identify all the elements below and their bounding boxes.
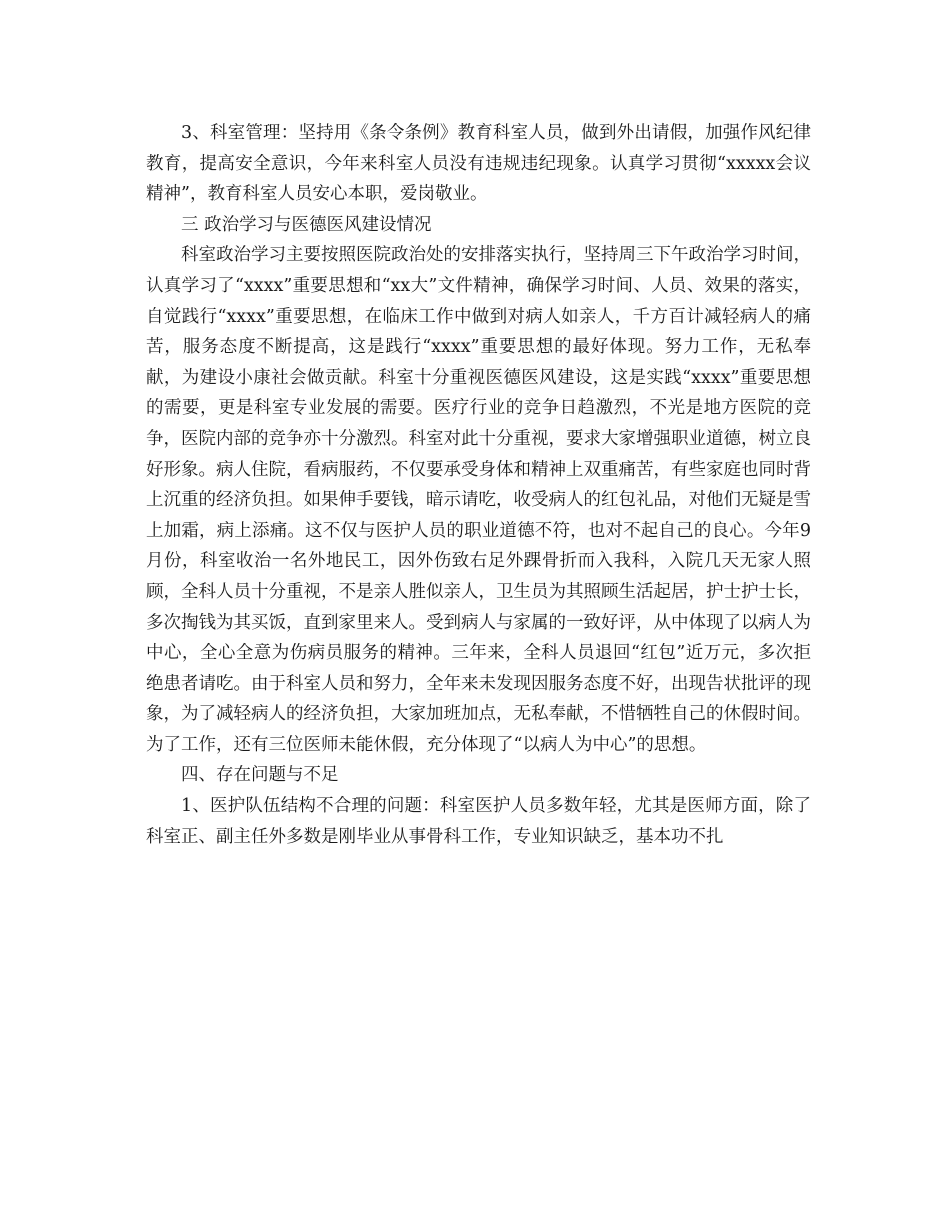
heading-problems: 四、存在问题与不足 xyxy=(181,765,339,786)
paragraph-ward-management: 3、科室管理：坚持用《条令条例》教育科室人员，做到外出请假，加强作风纪律教育，提高安全意识，今年来科室人员没有违规违纪现象。认真学习贯彻“xxxxx会议精神”，教育科室人员安心本职，爱岗敬业。 xyxy=(146,123,811,205)
heading-political-study: 三 政治学习与医德医风建设情况 xyxy=(181,214,432,235)
paragraph-political-study: 科室政治学习主要按照医院政治处的安排落实执行，坚持周三下午政治学习时间，认真学习了“xxxx”重要思想和“xx大”文件精神，确保学习时间、人员、效果的落实，自觉践行“xxxx”重要思想，在临床工作中做到对病人如亲人，千方百计减轻病人的痛苦，服务态度不断提高，这是践行“xxxx”重要思想的最好体现。努力工作，无私奉献，为建设小康社会做贡献。科室十分重视医德医风建设，这是实践“xxxx”重要思想的需要，更是科室专业发展的需要。医疗行业的竞争日趋激烈，不光是地方医院的竞争，医院内部的竞争亦十分激烈。科室对此十分重视，要求大家增强职业道德，树立良好形象。病人住院，看病服药，不仅要承受身体和精神上双重痛苦，有些家庭也同时背上沉重的经济负担。如果伸手要钱，暗示请吃，收受病人的红包礼品，对他们无疑是雪上加霜，病上添痛。这不仅与医护人员的职业道德不符，也对不起自己的良心。今年9月份，科室收治一名外地民工，因外伤致右足外踝骨折而入我科，入院几天无家人照顾，全科人员十分重视，不是亲人胜似亲人，卫生员为其照顾生活起居，护士护士长，多次掏钱为其买饭，直到家里来人。受到病人与家属的一致好评，从中体现了以病人为中心，全心全意为伤病员服务的精神。三年来，全科人员退回“红包”近万元，多次拒绝患者请吃。由于科室人员和努力，全年来未发现因服务态度不好，出现告状批评的现象，为了减轻病人的经济负担，大家加班加点，无私奉献，不惜牺牲自己的休假时间。为了工作，还有三位医师未能休假，充分体现了“以病人为中心”的思想。 xyxy=(146,245,811,755)
paragraph-team-structure: 1、医护队伍结构不合理的问题：科室医护人员多数年轻，尤其是医师方面，除了科室正、副主任外多数是刚毕业从事骨科工作，专业知识缺乏，基本功不扎 xyxy=(146,796,811,847)
document-body xyxy=(146,118,811,852)
